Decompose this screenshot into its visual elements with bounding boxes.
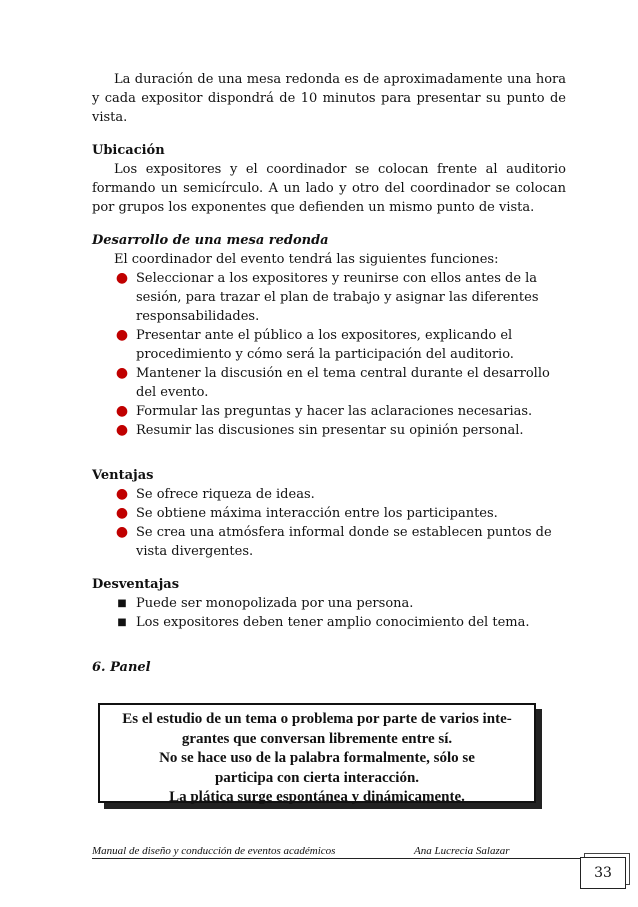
box-line: No se hace uso de la palabra formalmente, sólo se bbox=[159, 750, 475, 766]
bullet-icon: ● bbox=[115, 327, 129, 343]
list-item: ■ Puede ser monopolizada por una persona. bbox=[92, 594, 566, 613]
ubicacion-paragraph: Los expositores y el coordinador se colocan frente al auditorio formando un semicírculo. A un lado y otro del coordinador se colocan por grupos los exponentes que defienden un mismo punto de vista. bbox=[92, 162, 566, 215]
ubicacion-section bbox=[92, 141, 566, 217]
list-item: ● Mantener la discusión en el tema central durante el desarrollo del evento. bbox=[115, 365, 550, 400]
desarrollo-section bbox=[92, 231, 566, 440]
square-bullet-icon: ■ bbox=[117, 617, 127, 628]
page-number: 33 bbox=[580, 857, 626, 889]
list-item: ● Formular las preguntas y hacer las aclaraciones necesarias. bbox=[115, 403, 533, 419]
square-bullet-icon: ■ bbox=[117, 598, 127, 609]
list-item: ■ Los expositores deben tener amplio conocimiento del tema. bbox=[92, 613, 566, 632]
list-item: ● Resumir las discusiones sin presentar su opinión personal. bbox=[115, 422, 524, 438]
desventajas-list bbox=[92, 594, 566, 632]
box-line: participa con cierta interacción. bbox=[214, 769, 420, 786]
bullet-icon: ● bbox=[115, 270, 129, 286]
ubicacion-heading: Ubicación bbox=[92, 143, 165, 158]
ventajas-heading: Ventajas bbox=[92, 468, 154, 483]
desventajas-section bbox=[92, 575, 566, 632]
bullet-icon: ● bbox=[115, 486, 129, 502]
ventajas-section bbox=[92, 466, 566, 561]
bullet-icon: ● bbox=[115, 365, 129, 381]
desarrollo-list bbox=[92, 269, 566, 440]
page-content bbox=[92, 70, 566, 677]
bullet-icon: ● bbox=[115, 524, 129, 540]
panel-definition-box bbox=[98, 703, 544, 815]
list-item: ● Seleccionar a los expositores y reunirse con ellos antes de la sesión, para trazar el plan de trabajo y asignar las diferentes responsabilidades. bbox=[115, 270, 539, 324]
box-line: grantes que conversan libremente entre sí. bbox=[181, 730, 453, 747]
bullet-icon: ● bbox=[115, 505, 129, 521]
desventajas-heading: Desventajas bbox=[92, 577, 180, 592]
list-item: ● Se ofrece riqueza de ideas. bbox=[115, 486, 315, 502]
list-item: ● Presentar ante el público a los expositores, explicando el procedimiento y cómo será la participación del auditorio. bbox=[115, 327, 514, 362]
footer-book-title: Manual de diseño y conducción de eventos académicos bbox=[92, 845, 336, 857]
footer-author: Ana Lucrecia Salazar bbox=[414, 845, 510, 857]
box-line: Es el estudio de un tema o problema por parte de varios inte- bbox=[122, 711, 512, 727]
footer-rule bbox=[92, 858, 580, 859]
intro-paragraph: La duración de una mesa redonda es de aproximadamente una hora y cada expositor dispondrá de 10 minutos para presentar su punto de vista. bbox=[92, 72, 566, 125]
ventajas-list bbox=[92, 485, 566, 561]
desarrollo-heading: Desarrollo de una mesa redonda bbox=[92, 233, 329, 248]
bullet-icon: ● bbox=[115, 422, 129, 438]
box-line: La plática surge espontánea y dinámicamente. bbox=[169, 789, 465, 805]
list-item: ● Se obtiene máxima interacción entre los participantes. bbox=[115, 505, 498, 521]
panel-heading: 6. Panel bbox=[92, 660, 151, 675]
list-item: ● Se crea una atmósfera informal donde se establecen puntos de vista divergentes. bbox=[115, 524, 552, 559]
bullet-icon: ● bbox=[115, 403, 129, 419]
desarrollo-lead: El coordinador del evento tendrá las siguientes funciones: bbox=[114, 252, 499, 267]
